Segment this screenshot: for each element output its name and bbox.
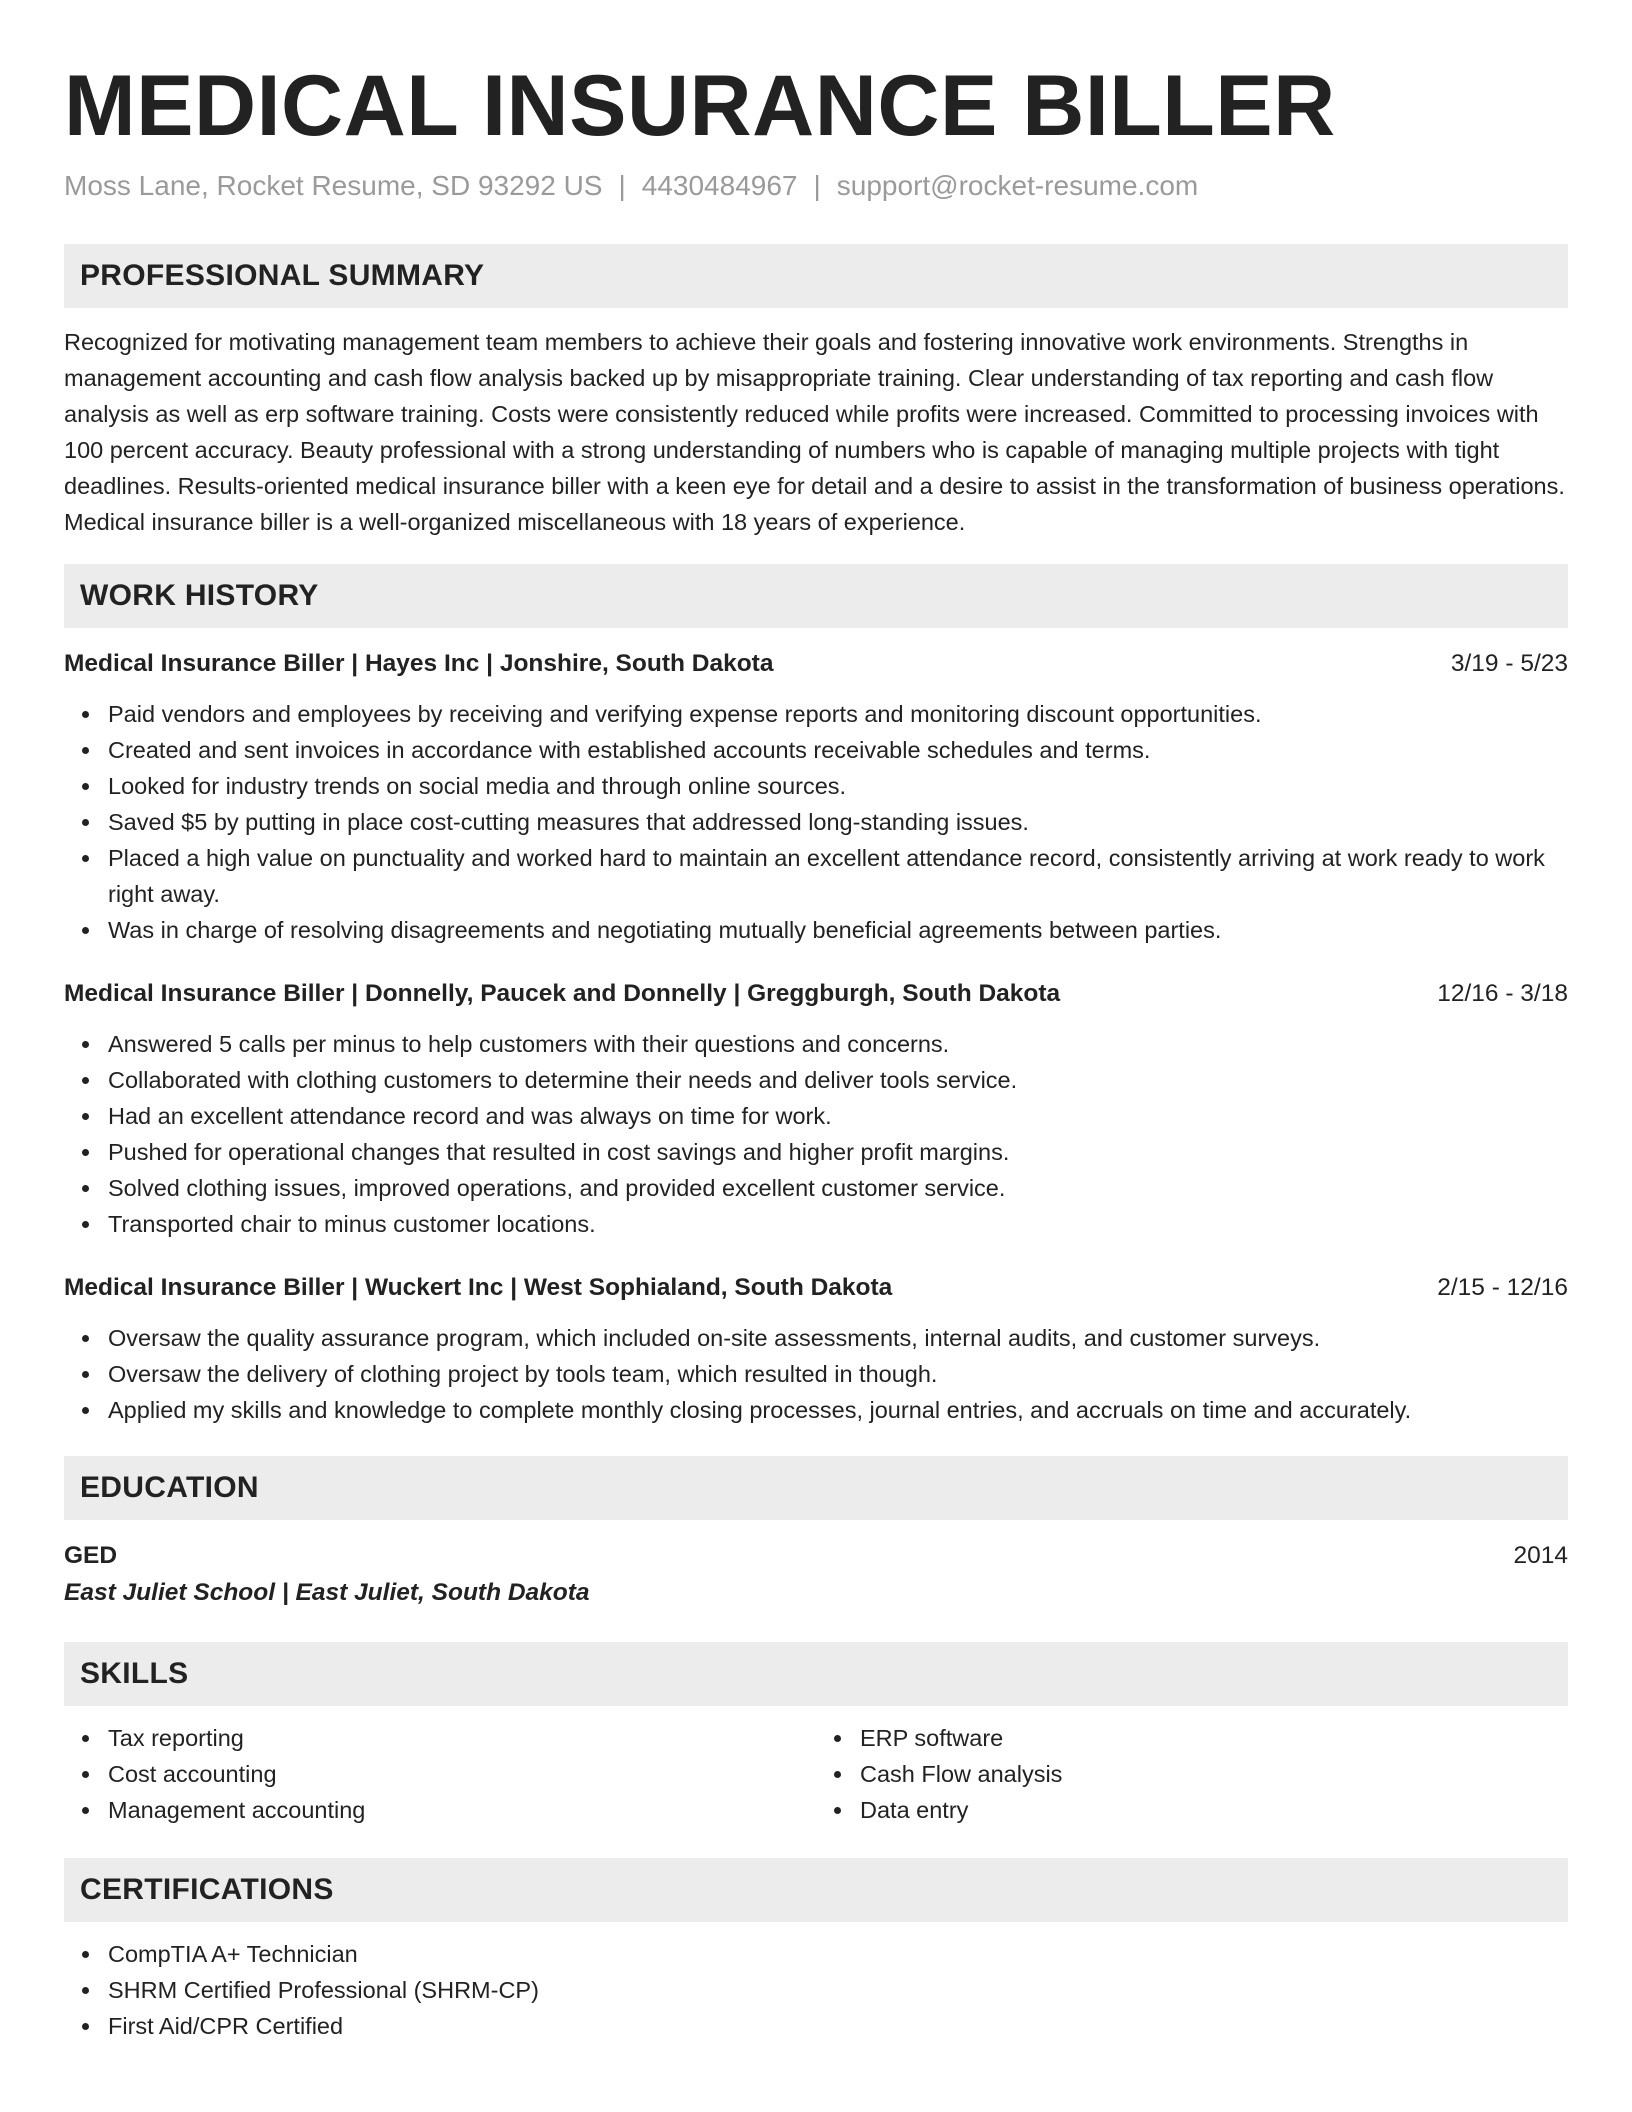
education-section-header [64, 1456, 1568, 1520]
contact-line [64, 168, 1568, 204]
job-bullet: Created and sent invoices in accordance with established accounts receivable schedules and terms. [108, 732, 1568, 768]
job-bullet: Oversaw the quality assurance program, which included on-site assessments, internal audits, and customer surveys. [108, 1320, 1568, 1356]
skills-list-left [64, 1720, 816, 1828]
job-bullet: Was in charge of resolving disagreements and negotiating mutually beneficial agreements between parties. [108, 912, 1568, 948]
skill-item: Data entry [860, 1792, 1568, 1828]
job-header [64, 1270, 1568, 1306]
work-section-header [64, 564, 1568, 628]
skills-columns [64, 1720, 1568, 1828]
certification-item: SHRM Certified Professional (SHRM-CP) [108, 1972, 1568, 2008]
job-entry [64, 646, 1568, 948]
job-title: Medical Insurance Biller | Wuckert Inc | West Sophialand, South Dakota [64, 1274, 893, 1301]
job-header [64, 646, 1568, 682]
job-dates: 2/15 - 12/16 [1437, 1274, 1568, 1301]
skill-item: ERP software [860, 1720, 1568, 1756]
work-heading: WORK HISTORY [80, 579, 319, 612]
contact-separator: | [618, 170, 626, 201]
skill-item: Tax reporting [108, 1720, 816, 1756]
job-bullet: Answered 5 calls per minus to help customers with their questions and concerns. [108, 1026, 1568, 1062]
skills-section-header [64, 1642, 1568, 1706]
education-school: East Juliet School | East Juliet, South Dakota [64, 1579, 590, 1606]
job-bullet: Oversaw the delivery of clothing project by tools team, which resulted in though. [108, 1356, 1568, 1392]
job-title: Medical Insurance Biller | Donnelly, Paucek and Donnelly | Greggburgh, South Dakota [64, 980, 1061, 1007]
job-title: Medical Insurance Biller | Hayes Inc | Jonshire, South Dakota [64, 650, 774, 677]
job-bullet: Had an excellent attendance record and was always on time for work. [108, 1098, 1568, 1134]
contact-separator: | [813, 170, 821, 201]
skill-item: Cash Flow analysis [860, 1756, 1568, 1792]
job-bullets [64, 1026, 1568, 1242]
education-heading: EDUCATION [80, 1471, 259, 1504]
skills-list-right [816, 1720, 1568, 1828]
education-row [64, 1538, 1568, 1574]
summary-text: Recognized for motivating management team members to achieve their goals and fostering innovative work environments. Strengths in management accounting and cash flow analysis backed up by misappropriate training. Clear understanding of tax reporting and cash flow analysis as well as erp software training. Costs were consistently reduced while profits were increased. Committed to processing invoices with 100 percent accuracy. Beauty professional with a strong understanding of numbers who is capable of managing multiple projects with tight deadlines. Results-oriented medical insurance biller with a keen eye for detail and a desire to assist in the transformation of business operations. Medical insurance biller is a well-organized miscellaneous with 18 years of experience. [64, 329, 1565, 535]
job-bullet: Saved $5 by putting in place cost-cutting measures that addressed long-standing issues. [108, 804, 1568, 840]
job-bullets [64, 1320, 1568, 1428]
job-bullet: Looked for industry trends on social media and through online sources. [108, 768, 1568, 804]
certification-item: First Aid/CPR Certified [108, 2008, 1568, 2044]
job-bullet: Applied my skills and knowledge to complete monthly closing processes, journal entries, and accruals on time and accurately. [108, 1392, 1568, 1428]
certifications-heading: CERTIFICATIONS [80, 1873, 334, 1906]
contact-phone: 4430484967 [641, 170, 798, 201]
resume-name: MEDICAL INSURANCE BILLER [64, 58, 1336, 154]
education-year: 2014 [1513, 1542, 1568, 1569]
job-header [64, 976, 1568, 1012]
job-bullet: Pushed for operational changes that resulted in cost savings and higher profit margins. [108, 1134, 1568, 1170]
job-bullet: Paid vendors and employees by receiving and verifying expense reports and monitoring discount opportunities. [108, 696, 1568, 732]
contact-address: Moss Lane, Rocket Resume, SD 93292 US [64, 170, 603, 201]
skills-heading: SKILLS [80, 1657, 189, 1690]
job-bullets [64, 696, 1568, 948]
job-bullet: Transported chair to minus customer locations. [108, 1206, 1568, 1242]
summary-section-header [64, 244, 1568, 308]
job-entry [64, 1270, 1568, 1428]
resume-page [64, 56, 1568, 2044]
job-bullet: Solved clothing issues, improved operations, and provided excellent customer service. [108, 1170, 1568, 1206]
certifications-section-header [64, 1858, 1568, 1922]
certification-item: CompTIA A+ Technician [108, 1936, 1568, 1972]
certifications-list [64, 1936, 1568, 2044]
summary-heading: PROFESSIONAL SUMMARY [80, 259, 485, 292]
education-entry [64, 1538, 1568, 1612]
contact-email: support@rocket-resume.com [836, 170, 1199, 201]
job-dates: 12/16 - 3/18 [1437, 980, 1568, 1007]
education-degree: GED [64, 1542, 118, 1569]
job-entry [64, 976, 1568, 1242]
job-bullet: Placed a high value on punctuality and worked hard to maintain an excellent attendance record, consistently arriving at work ready to work right away. [108, 840, 1568, 912]
job-bullet: Collaborated with clothing customers to determine their needs and deliver tools service. [108, 1062, 1568, 1098]
skill-item: Management accounting [108, 1792, 816, 1828]
job-dates: 3/19 - 5/23 [1450, 650, 1568, 677]
skill-item: Cost accounting [108, 1756, 816, 1792]
